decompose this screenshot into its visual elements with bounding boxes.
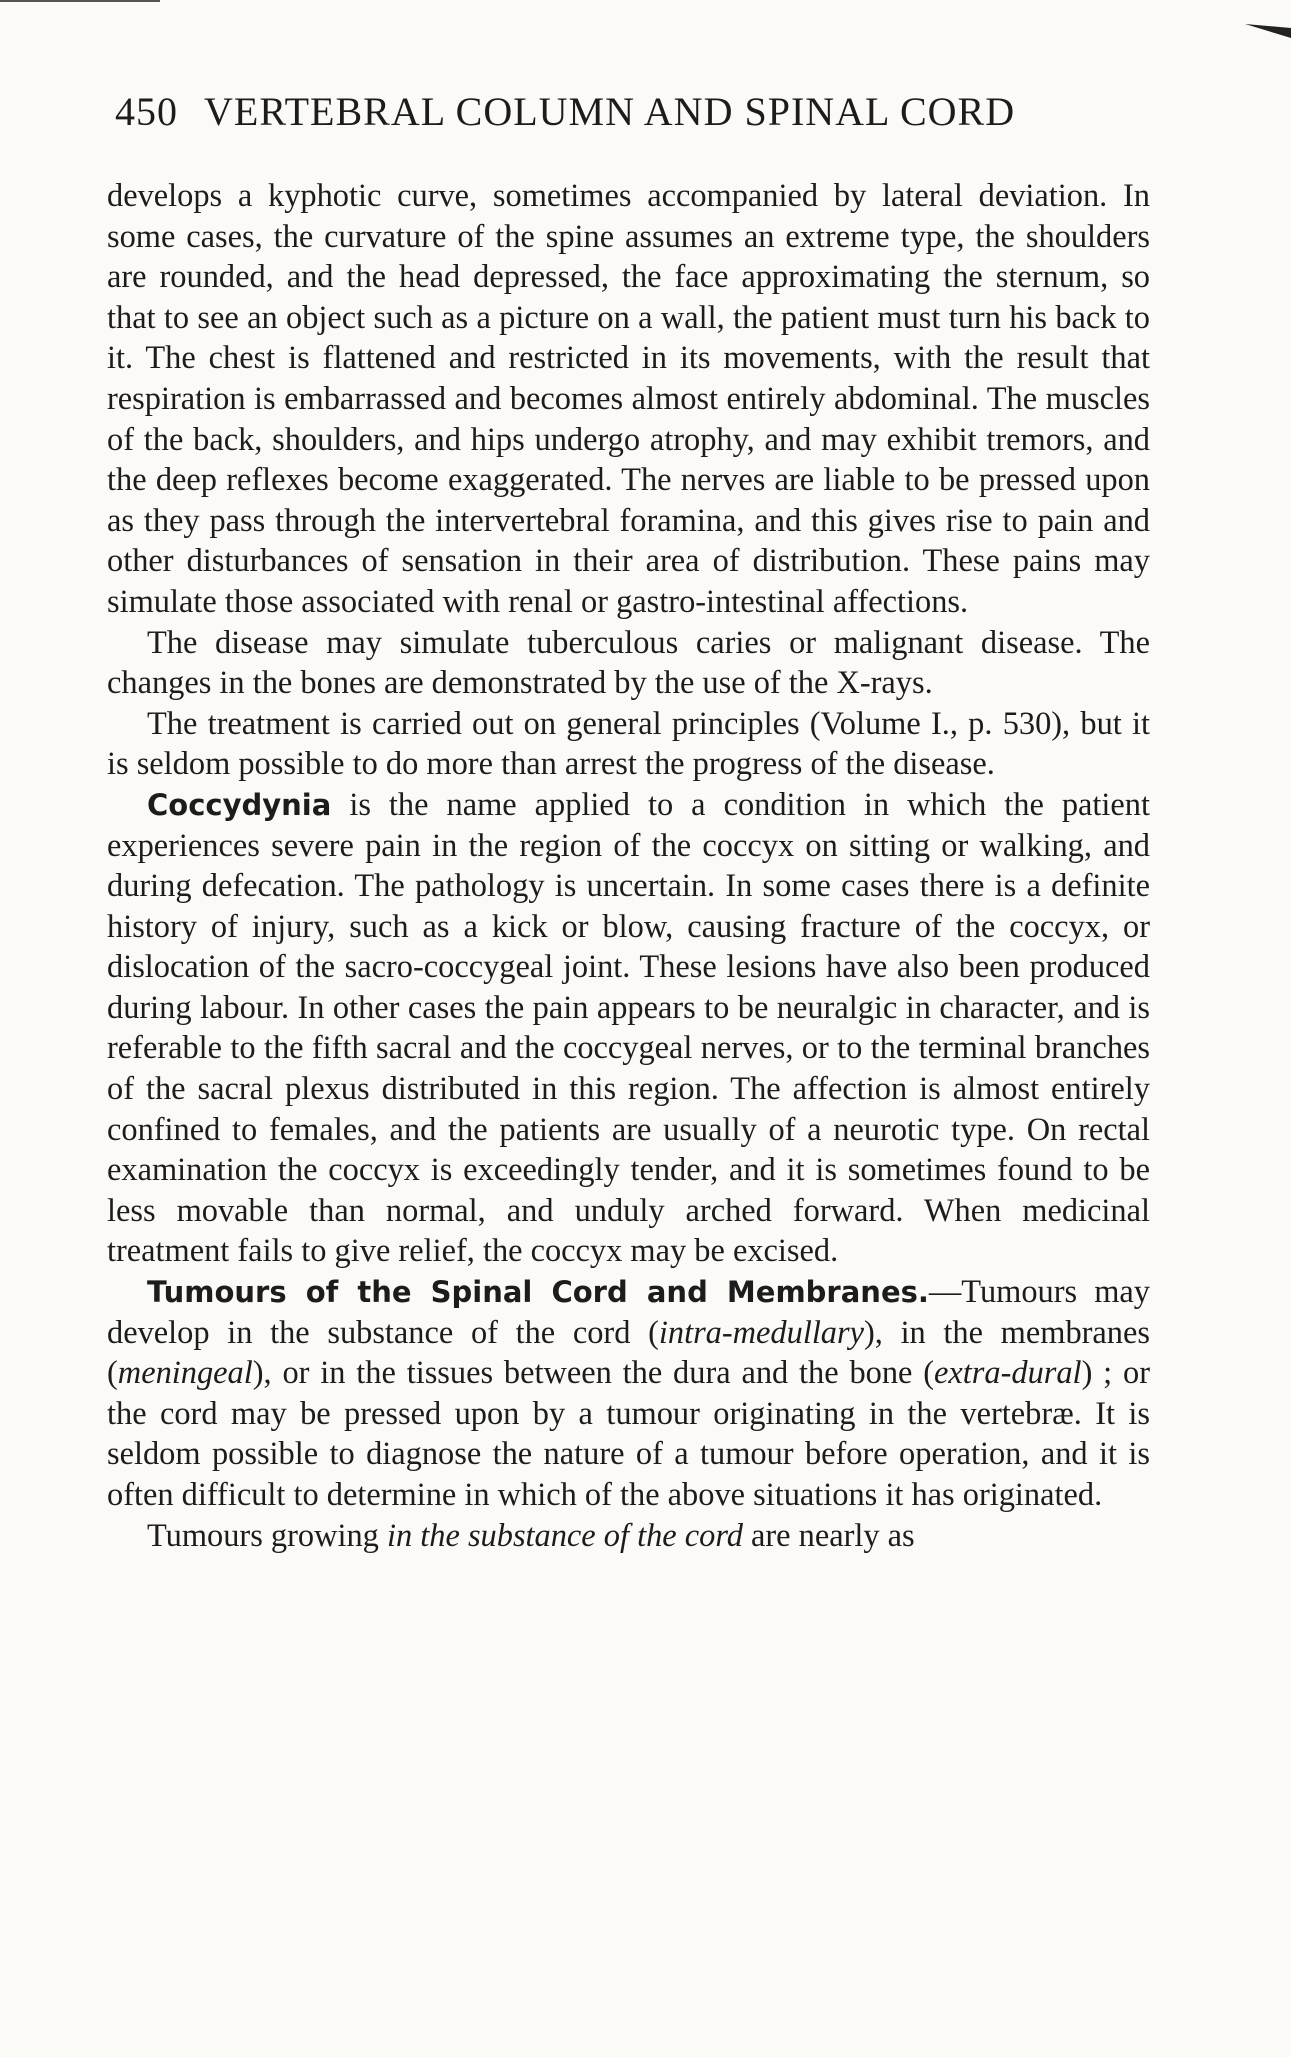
term-meningeal: meningeal bbox=[117, 1355, 253, 1392]
phrase-substance-of-cord: in the substance of the cord bbox=[386, 1517, 743, 1554]
paragraph-treatment: The treatment is carried out on general principles (Volume I., p. 530), but it is seldom possible to do more than arrest the progress of the disease. bbox=[107, 705, 1150, 783]
page-header bbox=[115, 88, 1150, 135]
paragraph-kyphosis: develops a kyphotic curve, sometimes accompanied by lateral deviation. In some cases, the curvature of the spine assumes an extreme type, the shoulders are rounded, and the head depressed, the face approximating the sternum, so that to see an object such as a picture on a wall, the patient must turn his back to it. The chest is flattened and restricted in its movements, with the result that respiration is embarrassed and becomes almost entirely abdominal. The muscles of the back, shoulders, and hips undergo atrophy, and may exhibit tremors, and the deep reflexes become exaggerated. The nerves are liable to be pressed upon as they pass through the intervertebral foramina, and this gives rise to pain and other disturbances of sensation in their area of distribution. These pains may simulate those associated with renal or gastro-intestinal affections. bbox=[107, 178, 1150, 620]
heading-tumours: Tumours of the Spinal Cord and Membranes. bbox=[147, 1275, 929, 1310]
term-intra-medullary: intra-medullary bbox=[658, 1314, 864, 1351]
top-rule bbox=[0, 0, 160, 2]
paragraph-tumours: Tumours of the Spinal Cord and Membranes.—Tumours may develop in the substance of the cord (intra-medullary), in the membranes (meningeal), or in the tissues between the dura and the bone (extra-dural) ; or the cord may be pressed upon by a tumour originating in the vertebræ. It is seldom possible to diagnose the nature of a tumour before operation, and it is often difficult to determine in which of the above situations it has originated. bbox=[107, 1274, 1150, 1513]
body-text bbox=[107, 176, 1150, 1556]
paragraph-coccydynia: Coccydynia is the name applied to a condition in which the patient experiences severe pain in the region of the coccyx on sitting or walking, and during defecation. The pathology is uncertain. In some cases there is a definite history of injury, such as a kick or blow, causing fracture of the coccyx, or dislocation of the sacro-coccygeal joint. These lesions have also been produced during labour. In other cases the pain appears to be neuralgic in character, and is referable to the fifth sacral and the coccygeal nerves, or to the terminal branches of the sacral plexus distributed in this region. The affection is almost entirely confined to females, and the patients are usually of a neurotic type. On rectal examination the coccyx is exceedingly tender, and it is sometimes found to be less movable than normal, and unduly arched forward. When medicinal treatment fails to give relief, the coccyx may be excised. bbox=[107, 786, 1150, 1270]
corner-mark bbox=[1245, 22, 1291, 38]
paragraph-diagnosis: The disease may simulate tuberculous caries or malignant disease. The changes in the bones are demonstrated by the use of the X-rays. bbox=[107, 624, 1150, 702]
term-coccydynia: Coccydynia bbox=[147, 787, 332, 822]
page-number: 450 bbox=[115, 89, 178, 134]
paragraph-tumours-cord: Tumours growing in the substance of the cord are nearly as bbox=[147, 1517, 915, 1554]
term-extra-dural: extra-dural bbox=[934, 1355, 1082, 1392]
running-title: VERTEBRAL COLUMN AND SPINAL CORD bbox=[204, 89, 1016, 134]
